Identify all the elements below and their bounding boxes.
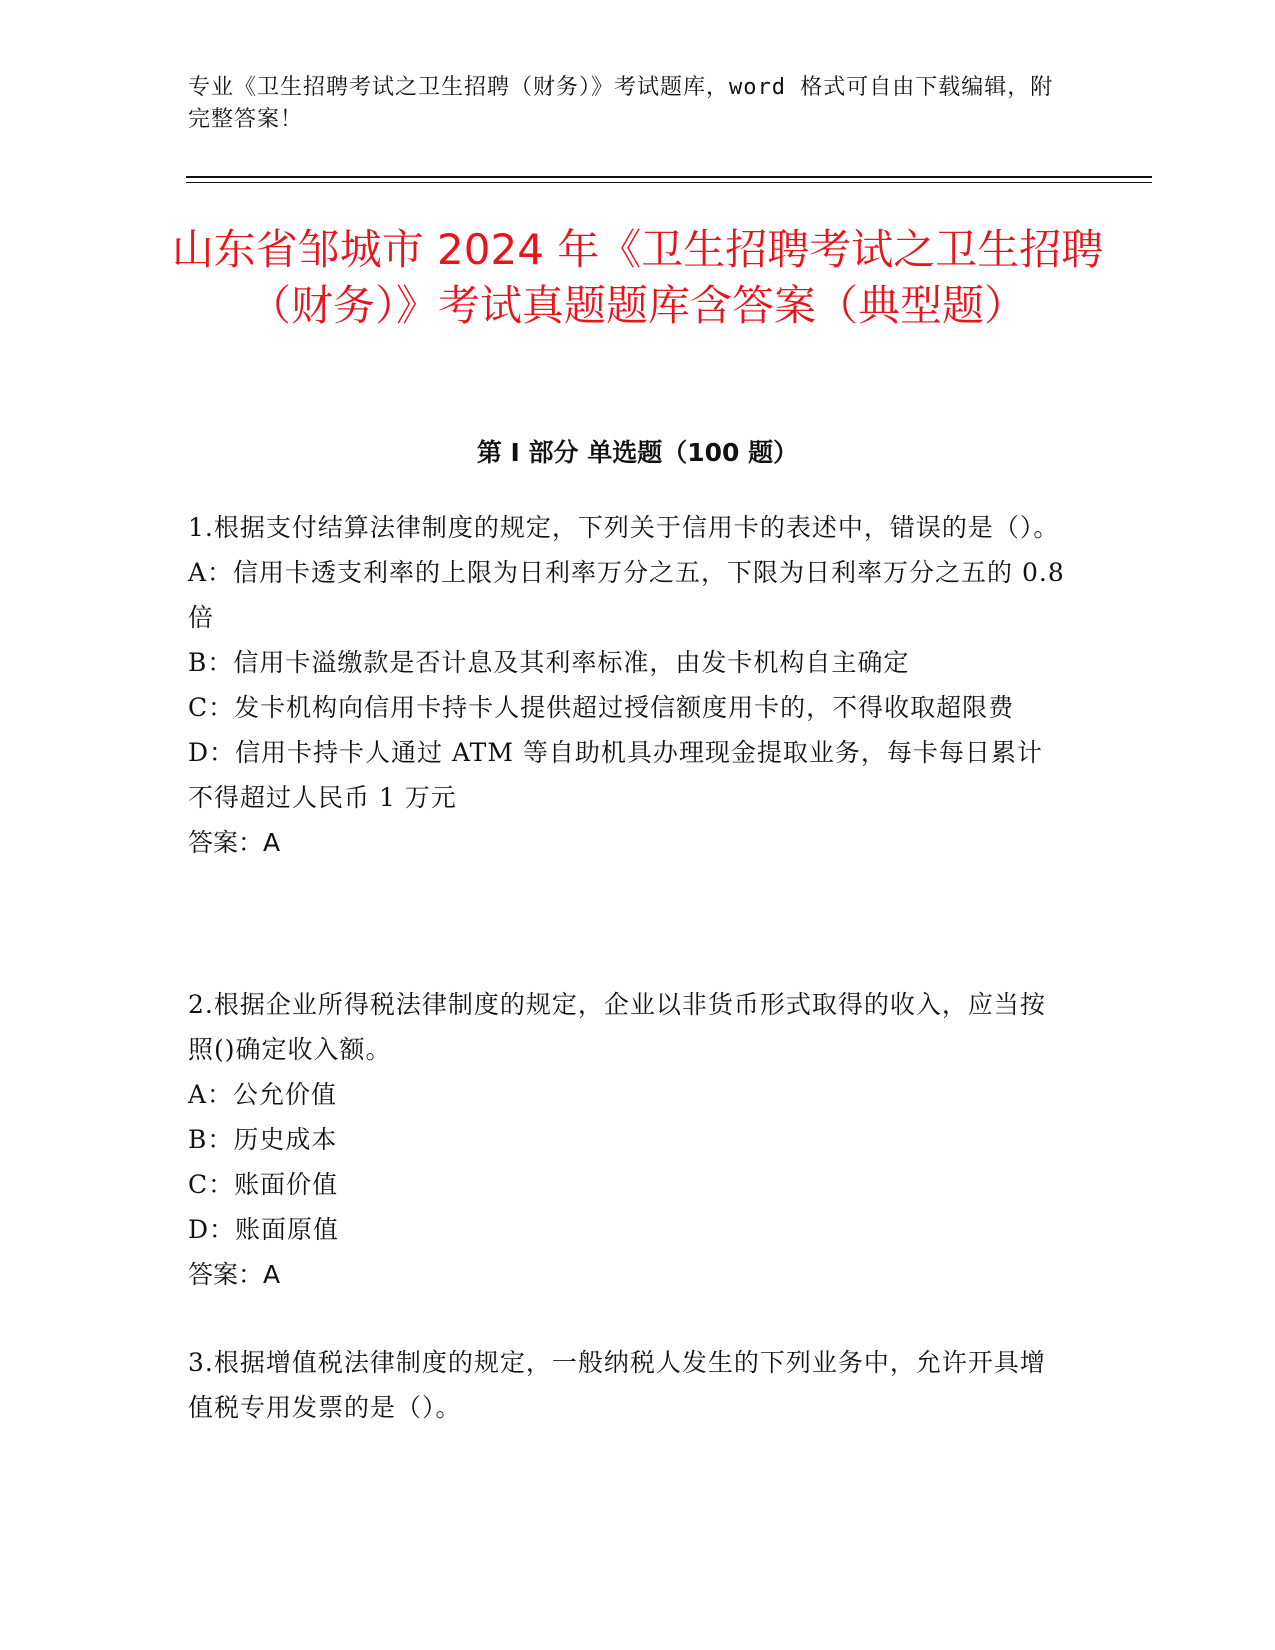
question-1 bbox=[188, 505, 1068, 866]
question-2 bbox=[188, 982, 1068, 1298]
question-2-stem: 2.根据企业所得税法律制度的规定，企业以非货币形式取得的收入，应当按照()确定收入额。 bbox=[188, 990, 1046, 1064]
question-1-option-a: A：信用卡透支利率的上限为日利率万分之五，下限为日利率万分之五的 0.8 倍 bbox=[188, 558, 1065, 632]
question-2-answer: 答案：A bbox=[188, 1260, 281, 1289]
question-1-option-b: B：信用卡溢缴款是否计息及其利率标准，由发卡机构自主确定 bbox=[188, 648, 910, 677]
header-divider-thick bbox=[186, 176, 1152, 178]
question-2-option-b: B：历史成本 bbox=[188, 1125, 338, 1154]
question-1-stem: 1.根据支付结算法律制度的规定，下列关于信用卡的表述中，错误的是（）。 bbox=[188, 513, 1060, 542]
question-1-option-c: C：发卡机构向信用卡持卡人提供超过授信额度用卡的，不得收取超限费 bbox=[188, 693, 1015, 722]
question-2-option-d: D：账面原值 bbox=[188, 1215, 340, 1244]
question-1-option-d: D：信用卡持卡人通过 ATM 等自助机具办理现金提取业务，每卡每日累计不得超过人民币 1 万元 bbox=[188, 738, 1043, 812]
section-heading: 第 I 部分 单选题（100 题） bbox=[476, 438, 799, 467]
question-2-option-a: A：公允价值 bbox=[188, 1080, 338, 1109]
question-1-answer: 答案：A bbox=[188, 828, 281, 857]
question-3-stem: 3.根据增值税法律制度的规定，一般纳税人发生的下列业务中，允许开具增值税专用发票的是（）。 bbox=[188, 1348, 1046, 1422]
question-2-option-c: C：账面价值 bbox=[188, 1170, 339, 1199]
document-title: 山东省邹城市 2024 年《卫生招聘考试之卫生招聘（财务）》考试真题题库含答案（典型题） bbox=[171, 225, 1104, 330]
header-divider-thin bbox=[186, 182, 1152, 183]
header-note: 专业《卫生招聘考试之卫生招聘（财务）》考试题库，word 格式可自由下载编辑，附完整答案！ bbox=[188, 75, 1054, 132]
question-3 bbox=[188, 1340, 1068, 1430]
